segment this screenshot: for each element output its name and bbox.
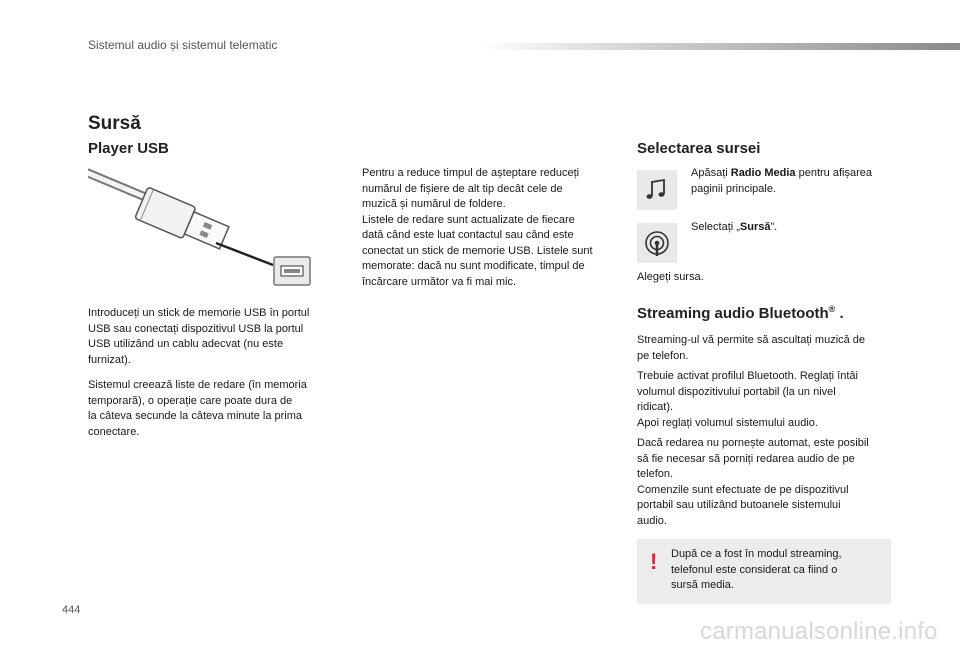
bluetooth-paragraph-3: Dacă redarea nu pornește automat, este posibil să fie necesar să porniți redarea audio de pe telefon. Comenzile sunt efectuate de pe dispozitivul portabil sau utilizând butoanele sistemului audio.: [637, 437, 869, 527]
watermark: carmanualsonline.info: [700, 618, 938, 645]
page-number: 444: [62, 604, 81, 616]
choose-source-text: Alegeți sursa.: [637, 271, 704, 283]
step-select-source: Selectați „Sursă”.: [691, 221, 778, 233]
warning-exclamation-icon: !: [650, 549, 658, 574]
heading-player-usb: Player USB: [88, 140, 169, 157]
source-button-icon-box: [637, 223, 677, 263]
music-note-icon: [644, 177, 670, 203]
header-bar: [480, 43, 960, 50]
heading-streaming-bluetooth: Streaming audio Bluetooth® .: [637, 304, 844, 322]
radio-media-button-icon-box: [637, 170, 677, 210]
usb-paragraph-1: Introduceți un stick de memorie USB în portul USB sau conectați dispozitivul USB la portul USB utilizând un cablu adecvat (nu este furnizat).: [88, 307, 310, 366]
usb-paragraph-3: Pentru a reduce timpul de așteptare reduceți numărul de fișiere de alt tip decât cele de muzică și numărul de foldere. Listele de redare sunt actualizate de fiecare dată când este luat contactul sau când este conectat un stick de memorie USB. Listele sunt memorate: dacă nu sunt modificate, timpul de încărcare următor va fi mai mic.: [362, 167, 593, 288]
source-broadcast-icon: [643, 229, 671, 257]
header-title: Sistemul audio și sistemul telematic: [88, 38, 278, 52]
usb-connector-illustration: [88, 165, 318, 290]
bluetooth-paragraph-1: Streaming-ul vă permite să ascultați muzică de pe telefon.: [637, 334, 866, 362]
warning-box: [637, 539, 891, 604]
heading-selectarea-sursei: Selectarea sursei: [637, 140, 761, 157]
warning-text: După ce a fost în modul streaming, telefonul este considerat ca fiind o sursă media.: [671, 548, 842, 591]
step-radio-media: Apăsați Radio Media pentru afișarea paginii principale.: [691, 167, 872, 195]
usb-paragraph-2: Sistemul creează liste de redare (în memoria temporară), o operație care poate dura de la câteva secunde la câteva minute la prima conectare.: [88, 379, 307, 438]
section-title: Sursă: [88, 113, 141, 134]
bluetooth-paragraph-2: Trebuie activat profilul Bluetooth. Reglați întâi volumul dispozitivului portabil (la un nivel ridicat). Apoi reglați volumul sistemului audio.: [637, 370, 858, 429]
